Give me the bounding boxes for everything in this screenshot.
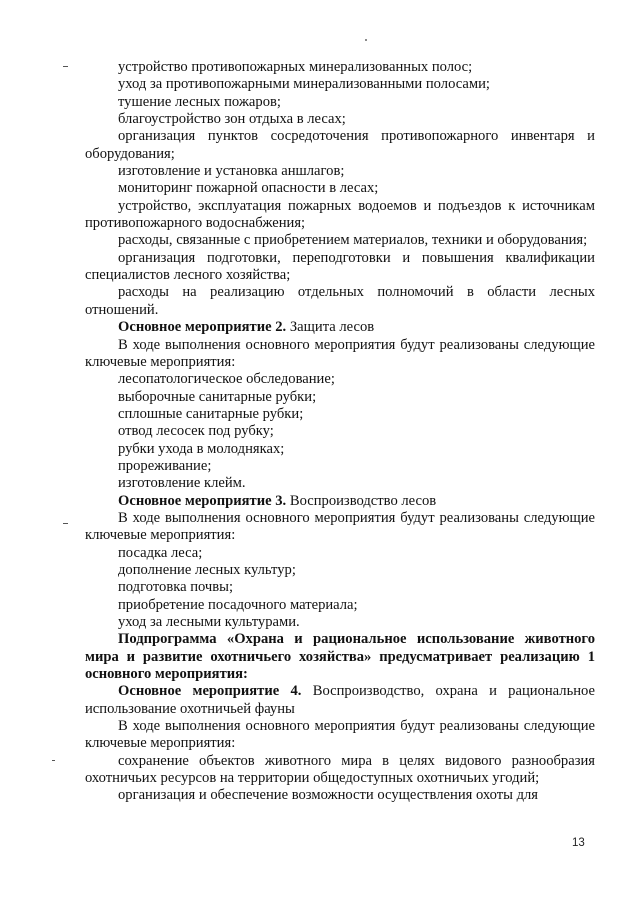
list-item: изготовление и установка аншлагов; bbox=[118, 163, 345, 180]
event-4-title: Основное мероприятие 4. bbox=[118, 683, 302, 700]
list-item: выборочные санитарные рубки; bbox=[118, 388, 317, 405]
margin-mark bbox=[63, 523, 68, 524]
list-item: организация и обеспечение возможности осуществления охоты для bbox=[118, 787, 539, 804]
list-item: устройство, эксплуатация пожарных водоемов и подъездов к источникам противопожарного водоснабжения; bbox=[85, 197, 595, 232]
list-item: прореживание; bbox=[118, 457, 212, 474]
list-item: устройство противопожарных минерализованных полос; bbox=[118, 59, 473, 75]
event-3-intro: В ходе выполнения основного мероприятия будут реализованы следующие ключевые мероприятия: bbox=[85, 509, 595, 544]
list-item: сохранение объектов животного мира в целях видового разнообразия охотничьих ресурсов на территории общедоступных охотничьих угодий; bbox=[85, 752, 595, 787]
list-item: посадка леса; bbox=[118, 544, 203, 561]
event-2-name: Защита лесов bbox=[286, 319, 375, 336]
event-4-name: Воспроизводство, охрана и рациональное использование охотничьей фауны bbox=[85, 683, 595, 717]
list-item: сплошные санитарные рубки; bbox=[118, 405, 304, 422]
event-3-title: Основное мероприятие 3. bbox=[118, 492, 287, 509]
margin-mark bbox=[63, 66, 68, 67]
list-item: организация пунктов сосредоточения противопожарного инвентаря и оборудования; bbox=[85, 128, 595, 162]
list-item: благоустройство зон отдыха в лесах; bbox=[118, 111, 346, 128]
list-item: рубки ухода в молодняках; bbox=[118, 440, 285, 457]
scan-speck bbox=[365, 39, 367, 41]
list-item: тушение лесных пожаров; bbox=[118, 93, 281, 110]
event-4-heading bbox=[85, 683, 595, 718]
event-2-intro: В ходе выполнения основного мероприятия будут реализованы следующие ключевые мероприятия: bbox=[85, 336, 595, 370]
list-item: изготовление клейм. bbox=[118, 475, 246, 492]
list-item: дополнение лесных культур; bbox=[118, 561, 296, 578]
event-2-heading bbox=[85, 319, 595, 336]
list-item: подготовка почвы; bbox=[118, 579, 234, 596]
event-3-heading bbox=[85, 493, 595, 510]
subprogram-paragraph: Подпрограмма «Охрана и рациональное использование животного мира и развитие охотничьего хозяйства» предусматривает реализацию 1 основного мероприятия: bbox=[85, 631, 595, 683]
page-number: 13 bbox=[572, 837, 585, 849]
list-item: лесопатологическое обследование; bbox=[118, 371, 335, 388]
list-item: отвод лесосек под рубку; bbox=[118, 423, 274, 440]
list-item: приобретение посадочного материала; bbox=[118, 596, 358, 613]
list-item: организация подготовки, переподготовки и повышения квалификации специалистов лесного хозяйства; bbox=[85, 249, 595, 284]
list-item: расходы на реализацию отдельных полномочий в области лесных отношений. bbox=[85, 284, 595, 318]
event-2-title: Основное мероприятие 2. bbox=[118, 319, 287, 336]
list-item: мониторинг пожарной опасности в лесах; bbox=[118, 180, 379, 197]
list-item: расходы, связанные с приобретением материалов, техники и оборудования; bbox=[118, 232, 588, 249]
event-3-name: Воспроизводство лесов bbox=[286, 492, 437, 509]
list-item: уход за лесными культурами. bbox=[118, 614, 300, 630]
event-4-intro: В ходе выполнения основного мероприятия будут реализованы следующие ключевые мероприятия: bbox=[85, 718, 595, 752]
document-body bbox=[85, 59, 595, 805]
list-item: уход за противопожарными минерализованными полосами; bbox=[118, 76, 490, 93]
margin-mark bbox=[52, 760, 55, 761]
